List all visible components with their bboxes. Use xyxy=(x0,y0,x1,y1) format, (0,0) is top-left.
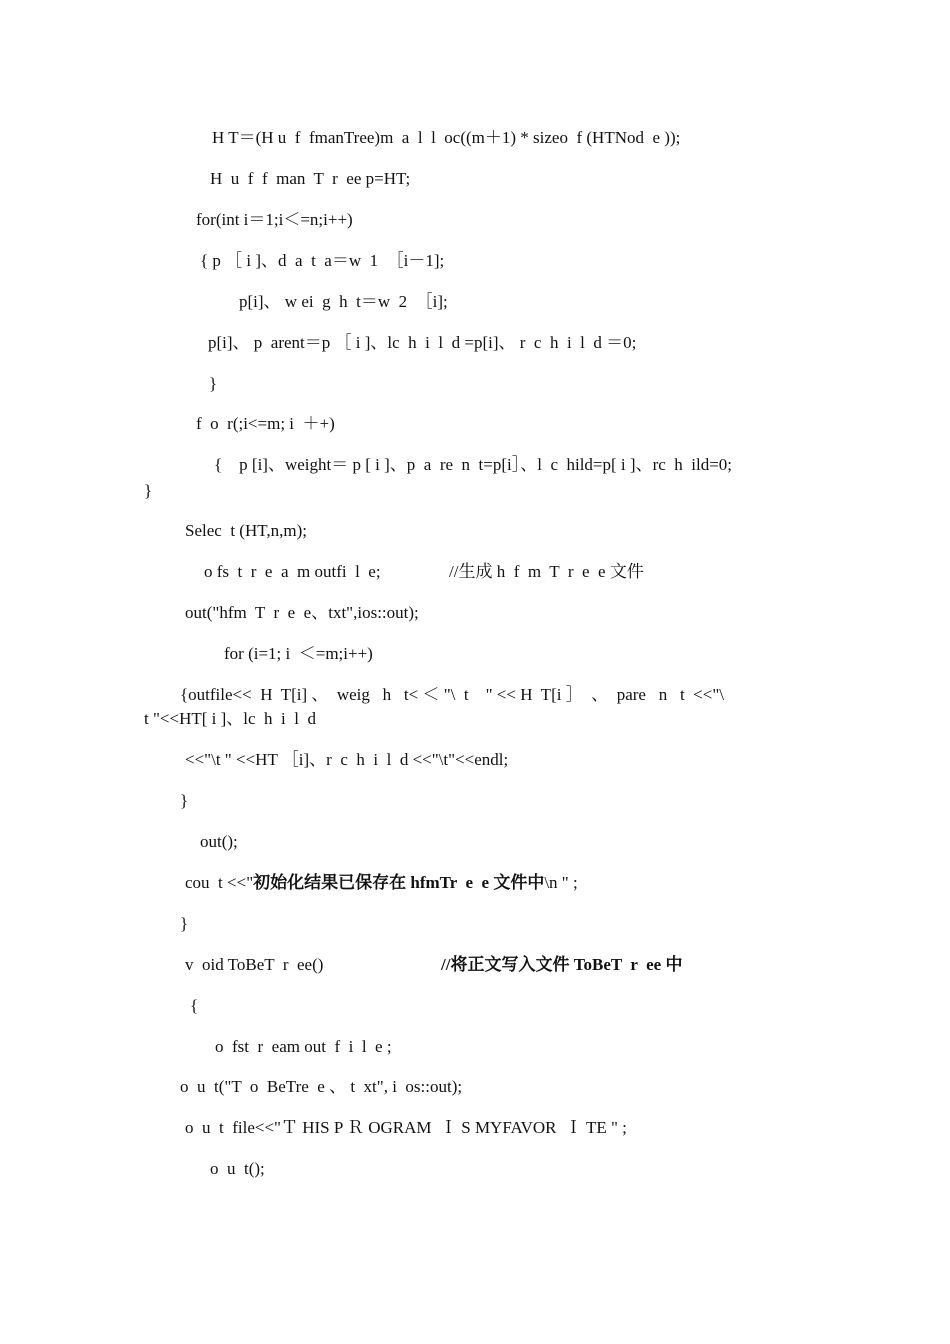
code-line-15: {outfile<< H T[i] 、 weig h t< ＜ "\ t " << H T[i ］ 、 pare n t <<"\ xyxy=(180,685,725,704)
code-line-23: o fst r eam out f i l e ; xyxy=(215,1037,392,1056)
code-line-10: } xyxy=(144,481,153,500)
code-line-13: out("hfm T r e e、txt",ios::out); xyxy=(185,603,419,622)
code-line-19 xyxy=(185,872,578,894)
code-line-16: <<"\t " <<HT ［i]、r c h i l d <<"\t"<<endl; xyxy=(185,750,509,769)
code-line-19-a: cou t <<" xyxy=(185,873,254,892)
code-comment-12: //生成 h f m T r e e 文件 xyxy=(449,562,644,581)
code-line-1: H T＝(H u f fmanTree)m a l l oc((m＋1) * sizeo f (HTNod e )); xyxy=(212,128,681,147)
code-line-24: o u t("T o BeTre e 、 t xt", i os::out); xyxy=(180,1077,463,1096)
code-line-8: f o r(;i<=m; i ＋+) xyxy=(196,414,335,433)
code-line-9: { p [i]、weight＝ p [ i ]、p a re n t=p[i］、l c hild=p[ i ]、rc h ild=0; xyxy=(214,455,733,474)
code-line-19-b: 初始化结果已保存在 hfmTr e e 文件中 xyxy=(253,873,545,892)
code-line-14: for (i=1; i ＜=m;i++) xyxy=(224,644,373,663)
code-line-2: H u f f man T r ee p=HT; xyxy=(210,169,411,188)
code-line-12: o fs t r e a m outfi l e; xyxy=(204,562,381,581)
code-line-20: } xyxy=(180,914,189,933)
code-line-26: o u t(); xyxy=(210,1159,265,1178)
code-line-25: o u t file<<"Ｔ HIS P Ｒ OGRAM Ｉ S MYFAVOR Ｉ TE " ; xyxy=(185,1118,627,1137)
code-line-7: } xyxy=(209,374,218,393)
code-line-19-c: \n " ; xyxy=(544,873,578,892)
code-line-17: } xyxy=(180,791,189,810)
code-line-22: { xyxy=(190,996,199,1015)
code-comment-21: //将正文写入文件 ToBeT r ee 中 xyxy=(441,955,683,974)
code-line-4: { p ［ i ]、d a t a＝w 1 ［i－1]; xyxy=(200,251,445,270)
code-line-6: p[i]、 p arent＝p ［ i ]、lc h i l d =p[i]、 r c h i l d ＝0; xyxy=(208,333,637,352)
code-line-21: v oid ToBeT r ee() xyxy=(185,955,324,974)
code-line-3: for(int i＝1;i＜=n;i++) xyxy=(196,210,353,229)
code-line-5: p[i]、 w ei g h t＝w 2 ［i]; xyxy=(239,292,448,311)
code-line-11: Selec t (HT,n,m); xyxy=(185,521,307,540)
code-line-18: out(); xyxy=(200,832,238,851)
code-line-15-cont: t "<<HT[ i ]、lc h i l d xyxy=(144,709,317,728)
